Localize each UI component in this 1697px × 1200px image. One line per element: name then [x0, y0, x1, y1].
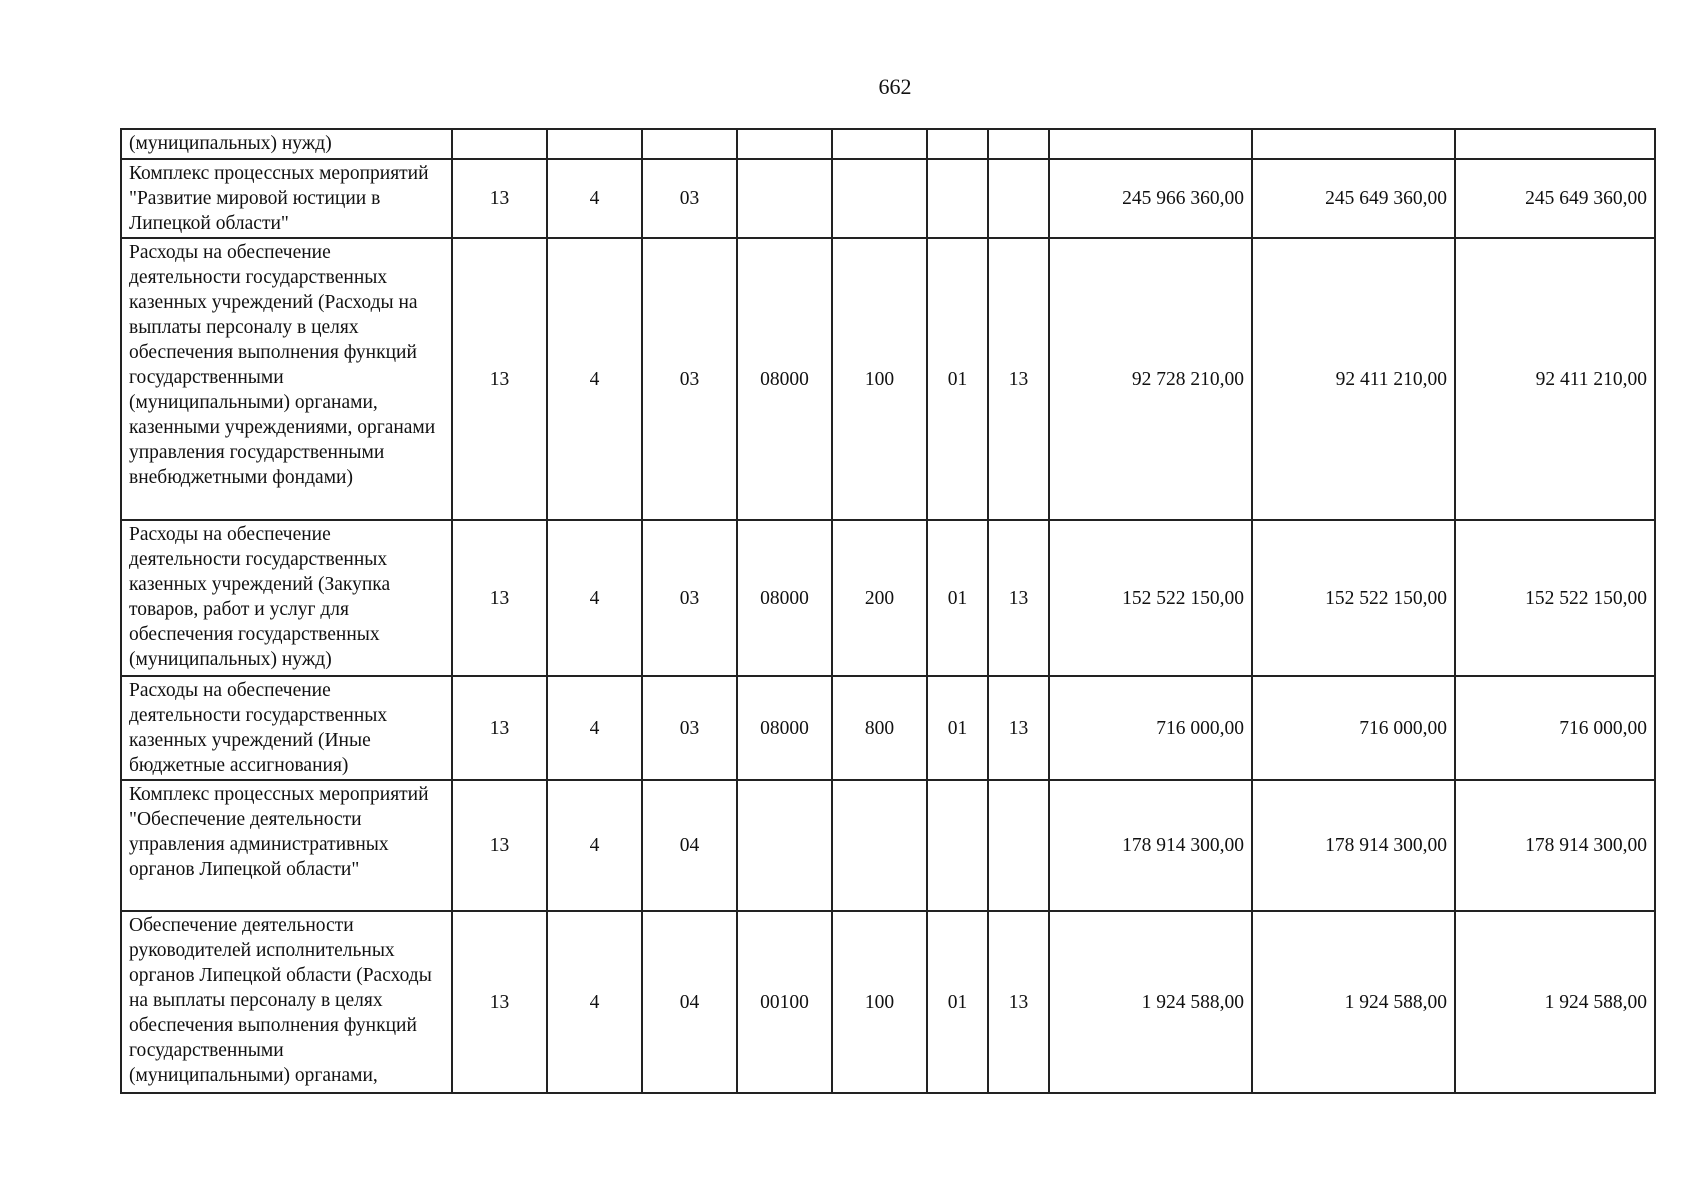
- table-row: [121, 238, 1655, 520]
- code-cell: 4: [547, 676, 642, 780]
- amount-cell: 92 411 210,00: [1252, 238, 1455, 520]
- row-name: Комплекс процессных мероприятий "Развитие мировой юстиции в Липецкой области": [121, 159, 452, 238]
- code-cell: 03: [642, 520, 737, 676]
- code-cell: 13: [452, 159, 547, 238]
- code-cell: 13: [452, 676, 547, 780]
- code-cell: 08000: [737, 238, 832, 520]
- amount-cell: 152 522 150,00: [1049, 520, 1252, 676]
- amount-cell: 245 966 360,00: [1049, 159, 1252, 238]
- code-cell: 04: [642, 911, 737, 1093]
- code-cell: 03: [642, 676, 737, 780]
- row-name: Комплекс процессных мероприятий "Обеспечение деятельности управления административных органов Липецкой области": [121, 780, 452, 911]
- code-cell: 08000: [737, 520, 832, 676]
- code-cell: [832, 129, 927, 159]
- code-cell: 03: [642, 238, 737, 520]
- amount-cell: 92 728 210,00: [1049, 238, 1252, 520]
- code-cell: 13: [452, 780, 547, 911]
- table-row: [121, 676, 1655, 780]
- amount-cell: 716 000,00: [1252, 676, 1455, 780]
- code-cell: [832, 159, 927, 238]
- amount-cell: 1 924 588,00: [1049, 911, 1252, 1093]
- code-cell: [927, 780, 988, 911]
- amount-cell: 245 649 360,00: [1252, 159, 1455, 238]
- code-cell: 01: [927, 676, 988, 780]
- code-cell: 08000: [737, 676, 832, 780]
- code-cell: 4: [547, 520, 642, 676]
- amount-cell: 716 000,00: [1049, 676, 1252, 780]
- code-cell: 800: [832, 676, 927, 780]
- code-cell: [642, 129, 737, 159]
- code-cell: 4: [547, 911, 642, 1093]
- code-cell: 04: [642, 780, 737, 911]
- amount-cell: 178 914 300,00: [1049, 780, 1252, 911]
- code-cell: 100: [832, 911, 927, 1093]
- code-cell: 100: [832, 238, 927, 520]
- code-cell: [988, 159, 1049, 238]
- amount-cell: 1 924 588,00: [1252, 911, 1455, 1093]
- table-row: [121, 159, 1655, 238]
- budget-table: [120, 128, 1656, 1094]
- code-cell: [988, 129, 1049, 159]
- page-number: 662: [878, 74, 912, 99]
- amount-cell: 716 000,00: [1455, 676, 1655, 780]
- row-name: Расходы на обеспечение деятельности государственных казенных учреждений (Расходы на выплаты персоналу в целях обеспечения выполнения функций государственными (муниципальными) органами, казенными учреждениями, органами управления государственными внебюджетными фондами): [121, 238, 452, 520]
- code-cell: 13: [452, 911, 547, 1093]
- code-cell: [547, 129, 642, 159]
- code-cell: 13: [452, 238, 547, 520]
- code-cell: [927, 159, 988, 238]
- amount-cell: 152 522 150,00: [1455, 520, 1655, 676]
- code-cell: 13: [988, 238, 1049, 520]
- code-cell: [737, 129, 832, 159]
- amount-cell: 245 649 360,00: [1455, 159, 1655, 238]
- row-name: Обеспечение деятельности руководителей исполнительных органов Липецкой области (Расходы на выплаты персоналу в целях обеспечения выполнения функций государственными (муниципальными) органами,: [121, 911, 452, 1093]
- code-cell: 200: [832, 520, 927, 676]
- code-cell: 13: [988, 911, 1049, 1093]
- code-cell: [452, 129, 547, 159]
- code-cell: 4: [547, 238, 642, 520]
- code-cell: 13: [988, 520, 1049, 676]
- code-cell: [988, 780, 1049, 911]
- row-name: Расходы на обеспечение деятельности государственных казенных учреждений (Закупка товаров, работ и услуг для обеспечения государственных (муниципальных) нужд): [121, 520, 452, 676]
- row-name: (муниципальных) нужд): [121, 129, 452, 159]
- code-cell: [832, 780, 927, 911]
- amount-cell: 178 914 300,00: [1455, 780, 1655, 911]
- code-cell: 4: [547, 159, 642, 238]
- code-cell: [927, 129, 988, 159]
- code-cell: 13: [988, 676, 1049, 780]
- amount-cell: [1252, 129, 1455, 159]
- table-row: [121, 520, 1655, 676]
- table-row: [121, 911, 1655, 1093]
- amount-cell: 92 411 210,00: [1455, 238, 1655, 520]
- code-cell: [737, 780, 832, 911]
- code-cell: 01: [927, 911, 988, 1093]
- code-cell: 01: [927, 520, 988, 676]
- code-cell: 00100: [737, 911, 832, 1093]
- code-cell: 01: [927, 238, 988, 520]
- amount-cell: [1455, 129, 1655, 159]
- amount-cell: 152 522 150,00: [1252, 520, 1455, 676]
- amount-cell: [1049, 129, 1252, 159]
- code-cell: 13: [452, 520, 547, 676]
- table-row: [121, 780, 1655, 911]
- amount-cell: 1 924 588,00: [1455, 911, 1655, 1093]
- code-cell: 4: [547, 780, 642, 911]
- code-cell: 03: [642, 159, 737, 238]
- table-row: [121, 129, 1655, 159]
- code-cell: [737, 159, 832, 238]
- row-name: Расходы на обеспечение деятельности государственных казенных учреждений (Иные бюджетные ассигнования): [121, 676, 452, 780]
- amount-cell: 178 914 300,00: [1252, 780, 1455, 911]
